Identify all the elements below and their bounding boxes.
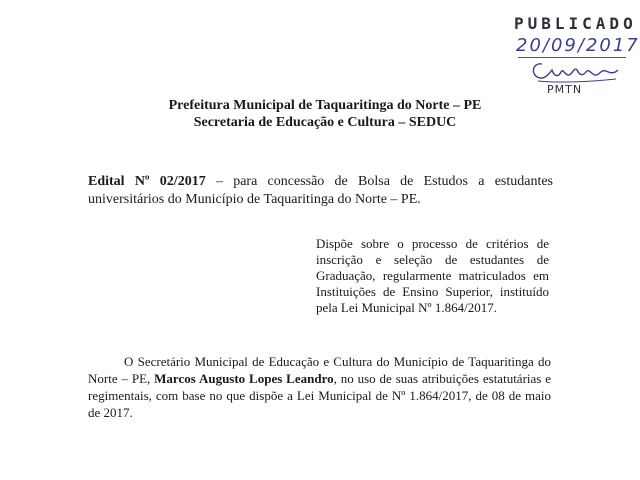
handwritten-signature [528, 58, 620, 84]
edital-description: – para concessão de Bolsa de Estudos a estudantes universitários do Município de Taquaritinga do Norte – PE. [88, 174, 554, 207]
secretary-name: Marcos Augusto Lopes Leandro [154, 371, 334, 386]
document-header [155, 97, 495, 131]
header-secretaria: Secretaria de Educação e Cultura – SEDUC [193, 115, 457, 130]
stamp-label: PUBLICADO [514, 14, 637, 33]
stamp-municipality: PMTN [547, 83, 583, 96]
header-prefeitura: Prefeitura Municipal de Taquaritinga do Norte – PE [168, 98, 482, 113]
body-intro: O Secretário Municipal de Educação e Cultura do Município de Taquaritinga do Norte – PE, [88, 354, 551, 386]
edital-number: Edital Nº 02/2017 [88, 174, 206, 189]
edital-summary: Dispõe sobre o processo de critérios de inscrição e seleção de estudantes de Graduação, regularmente matriculados em Instituições de Ensino Superior, instituído pela Lei Municipal Nº 1.864/2017. [316, 236, 549, 315]
body-rest: , no uso de suas atribuições estatutárias e regimentais, com base no que dispõe a Lei Municipal de Nº 1.864/2017, de 08 de maio de 2017. [88, 371, 551, 420]
body-paragraph [88, 353, 551, 421]
edital-title [88, 173, 553, 209]
publication-stamp [510, 14, 640, 98]
stamp-date: 20/09/2017 [516, 35, 640, 56]
